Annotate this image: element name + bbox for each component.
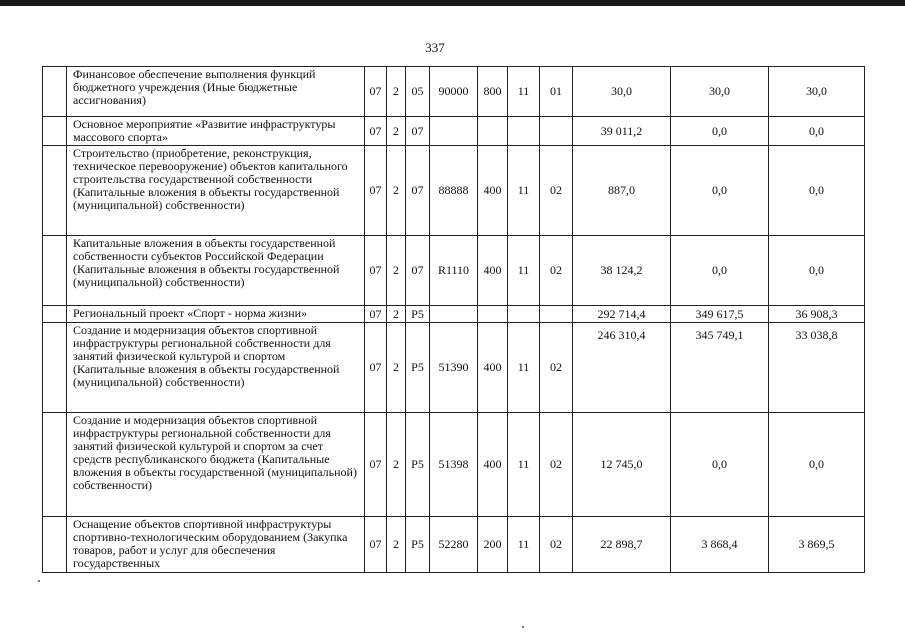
- amount-year-3: 36 908,3: [769, 306, 865, 323]
- target-article-number: 52280: [430, 517, 478, 573]
- classification-code-1: 11: [508, 323, 540, 413]
- table-row: [43, 236, 865, 306]
- amount-year-2: 0,0: [671, 117, 769, 146]
- classification-code-1: 11: [508, 413, 540, 517]
- amount-year-1: 246 310,4: [573, 323, 671, 413]
- classification-code-2: 02: [540, 236, 573, 306]
- row-marker-cell: [43, 306, 67, 323]
- subsection-code: 2: [387, 117, 406, 146]
- row-marker-cell: [43, 323, 67, 413]
- target-article-code: P5: [406, 306, 430, 323]
- item-description: Создание и модернизация объектов спортивной инфраструктуры региональной собственности для занятий физической культурой и спортом (Капитальные вложения в объекты государственной (муниципальной) собственности): [67, 323, 365, 413]
- expense-type-code: 200: [478, 517, 508, 573]
- item-description: Капитальные вложения в объекты государственной собственности субъектов Российской Федерации (Капитальные вложения в объекты государственной (муниципальной) собственности): [67, 236, 365, 306]
- amount-year-3: 0,0: [769, 413, 865, 517]
- item-description: Финансовое обеспечение выполнения функций бюджетного учреждения (Иные бюджетные ассигнования): [67, 67, 365, 117]
- section-code: 07: [365, 117, 387, 146]
- section-code: 07: [365, 146, 387, 236]
- target-article-code: P5: [406, 413, 430, 517]
- target-article-code: 05: [406, 67, 430, 117]
- classification-code-1: 11: [508, 67, 540, 117]
- table-row: [43, 413, 865, 517]
- expense-type-code: 400: [478, 413, 508, 517]
- amount-year-2: 3 868,4: [671, 517, 769, 573]
- scan-speck: [38, 580, 40, 582]
- expense-type-code: [478, 117, 508, 146]
- classification-code-1: 11: [508, 146, 540, 236]
- subsection-code: 2: [387, 236, 406, 306]
- section-code: 07: [365, 413, 387, 517]
- row-marker-cell: [43, 413, 67, 517]
- amount-year-1: 292 714,4: [573, 306, 671, 323]
- classification-code-2: [540, 117, 573, 146]
- amount-year-3: 3 869,5: [769, 517, 865, 573]
- amount-year-3: 0,0: [769, 236, 865, 306]
- amount-year-2: 349 617,5: [671, 306, 769, 323]
- target-article-code: 07: [406, 236, 430, 306]
- subsection-code: 2: [387, 517, 406, 573]
- section-code: 07: [365, 306, 387, 323]
- page-number: 337: [425, 40, 445, 55]
- row-marker-cell: [43, 517, 67, 573]
- classification-code-1: [508, 117, 540, 146]
- amount-year-1: 22 898,7: [573, 517, 671, 573]
- target-article-code: P5: [406, 323, 430, 413]
- subsection-code: 2: [387, 67, 406, 117]
- target-article-number: R1110: [430, 236, 478, 306]
- classification-code-2: 02: [540, 413, 573, 517]
- amount-year-1: 38 124,2: [573, 236, 671, 306]
- amount-year-3: 0,0: [769, 146, 865, 236]
- classification-code-2: [540, 306, 573, 323]
- item-description: Основное мероприятие «Развитие инфраструктуры массового спорта»: [67, 117, 365, 146]
- target-article-number: 90000: [430, 67, 478, 117]
- target-article-number: 51398: [430, 413, 478, 517]
- target-article-number: 51390: [430, 323, 478, 413]
- amount-year-3: 30,0: [769, 67, 865, 117]
- row-marker-cell: [43, 146, 67, 236]
- table-row: [43, 517, 865, 573]
- item-description: Строительство (приобретение, реконструкция, техническое перевооружение) объектов капитального строительства государственной собственности (Капитальные вложения в объекты государственной (муниципальной) собственности): [67, 146, 365, 236]
- item-description: Создание и модернизация объектов спортивной инфраструктуры региональной собственности для занятий физической культурой и спортом за счет средств республиканского бюджета (Капитальные вложения в объекты государственной (муниципальной) собственности): [67, 413, 365, 517]
- table-row: [43, 117, 865, 146]
- classification-code-1: 11: [508, 517, 540, 573]
- classification-code-2: 02: [540, 146, 573, 236]
- amount-year-2: 345 749,1: [671, 323, 769, 413]
- amount-year-2: 0,0: [671, 413, 769, 517]
- row-marker-cell: [43, 67, 67, 117]
- expense-type-code: [478, 306, 508, 323]
- target-article-number: 88888: [430, 146, 478, 236]
- table-row: [43, 67, 865, 117]
- amount-year-2: 0,0: [671, 236, 769, 306]
- row-marker-cell: [43, 236, 67, 306]
- amount-year-3: 33 038,8: [769, 323, 865, 413]
- amount-year-1: 887,0: [573, 146, 671, 236]
- classification-code-1: 11: [508, 236, 540, 306]
- target-article-code: 07: [406, 146, 430, 236]
- table-row: [43, 306, 865, 323]
- target-article-code: P5: [406, 517, 430, 573]
- subsection-code: 2: [387, 413, 406, 517]
- section-code: 07: [365, 517, 387, 573]
- item-description: Региональный проект «Спорт - норма жизни»: [67, 306, 365, 323]
- amount-year-2: 0,0: [671, 146, 769, 236]
- item-description: Оснащение объектов спортивной инфраструктуры спортивно-технологическим оборудованием (Закупка товаров, работ и услуг для обеспечения государственных: [67, 517, 365, 573]
- amount-year-2: 30,0: [671, 67, 769, 117]
- classification-code-1: [508, 306, 540, 323]
- classification-code-2: 02: [540, 323, 573, 413]
- scan-speck: [522, 626, 524, 628]
- row-marker-cell: [43, 117, 67, 146]
- subsection-code: 2: [387, 146, 406, 236]
- expense-type-code: 400: [478, 236, 508, 306]
- table-row: [43, 323, 865, 413]
- table-row: [43, 146, 865, 236]
- section-code: 07: [365, 67, 387, 117]
- expense-type-code: 800: [478, 67, 508, 117]
- expense-type-code: 400: [478, 323, 508, 413]
- target-article-number: [430, 306, 478, 323]
- target-article-code: 07: [406, 117, 430, 146]
- amount-year-1: 30,0: [573, 67, 671, 117]
- section-code: 07: [365, 323, 387, 413]
- subsection-code: 2: [387, 323, 406, 413]
- classification-code-2: 02: [540, 517, 573, 573]
- subsection-code: 2: [387, 306, 406, 323]
- amount-year-3: 0,0: [769, 117, 865, 146]
- section-code: 07: [365, 236, 387, 306]
- budget-table: [42, 66, 865, 573]
- target-article-number: [430, 117, 478, 146]
- amount-year-1: 12 745,0: [573, 413, 671, 517]
- classification-code-2: 01: [540, 67, 573, 117]
- expense-type-code: 400: [478, 146, 508, 236]
- scan-top-edge: [0, 0, 905, 6]
- amount-year-1: 39 011,2: [573, 117, 671, 146]
